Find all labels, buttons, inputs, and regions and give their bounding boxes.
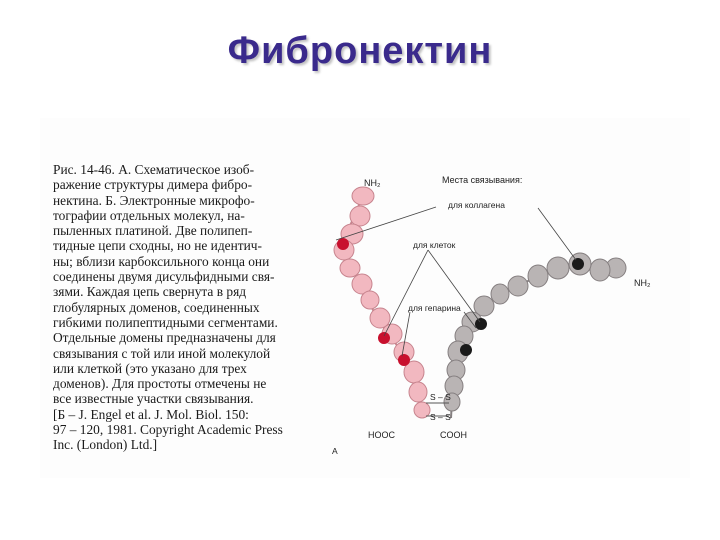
caption-line: соединены двумя дисульфидными свя- xyxy=(53,269,275,285)
heparin-binding-site-gray xyxy=(460,344,472,356)
ss-label-top: S – S xyxy=(430,392,451,402)
gray-chain-domain xyxy=(508,276,528,296)
pink-chain-domain xyxy=(409,382,427,402)
nh2-left-label: NH₂ xyxy=(364,178,381,188)
binding-sites-heading: Места связывания: xyxy=(442,175,523,185)
pink-chain-domain xyxy=(340,259,360,277)
pink-chain-domain xyxy=(350,206,370,226)
caption-line: Рис. 14-46. А. Схематическое изоб- xyxy=(53,162,255,177)
collagen-label: для коллагена xyxy=(448,200,505,210)
cooh-label: COOH xyxy=(440,430,467,440)
caption-line: 97 – 120, 1981. Copyright Academic Press xyxy=(53,422,283,438)
caption-line: Отдельные домены предназначены для xyxy=(53,330,276,346)
slide-title: Фибронектин xyxy=(227,30,493,72)
caption-line: тографии отдельных молекул, на- xyxy=(53,207,245,223)
gray-chain-domain xyxy=(547,257,569,279)
pink-chain-domain xyxy=(361,291,379,309)
caption-line: гибкими полипептидными сегментами. xyxy=(53,314,278,330)
caption-line: или клеткой (это указано для трех xyxy=(53,360,247,376)
caption-line: Inc. (London) Ltd.] xyxy=(53,437,158,453)
caption-line: нектина. Б. Электронные микрофо- xyxy=(53,192,255,208)
gray-polypeptide-chain xyxy=(444,253,626,418)
fibronectin-dimer-diagram xyxy=(318,160,663,465)
cells-label: для клеток xyxy=(413,240,456,250)
caption-line: ны; вблизи карбоксильного конца они xyxy=(53,253,270,269)
caption-line: все известные участки связывания. xyxy=(53,391,254,407)
pointer-cells-left xyxy=(384,250,428,336)
heparin-label: для гепарина xyxy=(408,303,461,313)
ss-label-bottom: S – S xyxy=(430,412,451,422)
caption-line: [Б – J. Engel et al. J. Mol. Biol. 150: xyxy=(53,406,249,422)
panel-letter: A xyxy=(332,446,338,456)
pink-chain-domain xyxy=(352,187,374,205)
caption-line: зями. Каждая цепь свернута в ряд xyxy=(53,284,247,300)
hooc-label: HOOC xyxy=(368,430,395,440)
collagen-binding-site-pink xyxy=(337,238,349,250)
gray-chain-domain xyxy=(491,284,509,304)
caption-line: глобулярных доменов, соединенных xyxy=(53,299,260,315)
gray-chain-domain xyxy=(590,259,610,281)
heparin-binding-site-pink xyxy=(398,354,410,366)
collagen-binding-site-gray xyxy=(572,258,584,270)
nh2-right-label: NH₂ xyxy=(634,278,651,288)
figure-caption xyxy=(53,162,318,453)
caption-line: доменов). Для простоты отмечены не xyxy=(53,376,267,392)
caption-line: тидные цепи сходны, но не идентич- xyxy=(53,238,262,254)
caption-line: ражение структуры димера фибро- xyxy=(53,177,253,193)
caption-line: связывания с той или иной молекулой xyxy=(53,345,271,361)
cell-binding-site-pink xyxy=(378,332,390,344)
pointer-collagen-right xyxy=(538,208,576,260)
caption-line: пыленных платиной. Две полипеп- xyxy=(53,223,253,239)
gray-chain-domain xyxy=(528,265,548,287)
cell-binding-site-gray xyxy=(475,318,487,330)
